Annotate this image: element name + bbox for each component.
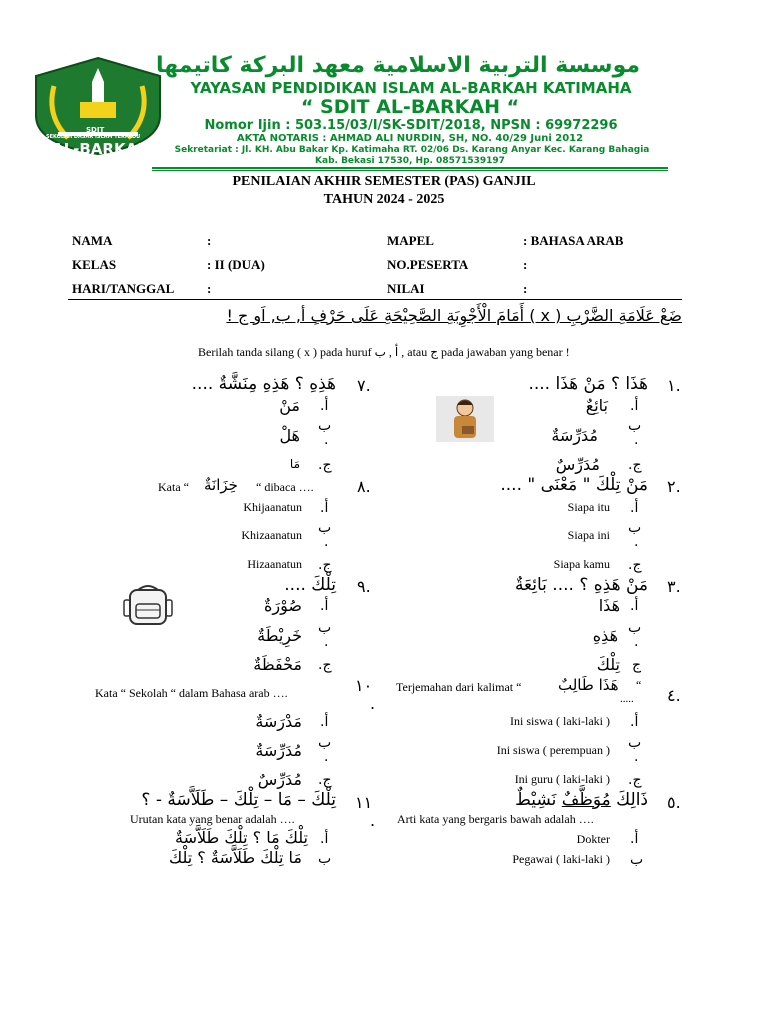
q3-text: مَنْ هَذِهِ ؟ .... بَائِعَةٌ [514,575,648,595]
exam-title: PENILAIAN AKHIR SEMESTER (PAS) GANJIL [232,174,536,189]
q11-number: ١١ [355,793,373,812]
q11-text: تِلْكَ – مَا – تِلْكَ – طَلَاَّسَةٌ - ؟ [141,790,336,810]
q5-text-post: نَشِيْطٌ [515,790,562,810]
q11-a-mark[interactable]: .أ [320,831,329,847]
q9-b-option: خَرِيْطَةٌ [257,626,302,645]
q2-a-option: Siapa itu [567,500,610,514]
q9-text: تِلْكَ .... [284,575,336,595]
q3-number: ٣. [667,577,681,596]
q8-text-arabic: خِزَانَةٌ [204,476,238,494]
logo-ring-text: SEKOLAH DASAR ISLAM TERPADU [46,134,141,140]
q9-a-mark[interactable]: .أ [320,598,329,614]
q8-c-mark[interactable]: .ج [318,557,332,573]
q7-a-option: مَنْ [279,396,300,415]
q8-a-mark[interactable]: .أ [320,500,329,516]
mapel-label: MAPEL [387,233,434,248]
q9-a-option: صُوْرَةٌ [264,596,302,615]
q9-b-mark[interactable]: ب [318,620,332,636]
header-city: Kab. Bekasi 17530, Hp. 08571539197 [315,156,505,166]
q5-b-option: Pegawai ( laki-laki ) [512,852,610,866]
q10-c-option: مُدَرِّسٌ [257,770,302,789]
q10-text: Kata “ Sekolah “ dalam Bahasa arab …. [95,686,288,700]
q4-text-post: “ [636,678,642,692]
q10-b-option: مُدَرِّسَةٌ [255,741,302,760]
q5-number: ٥. [667,793,681,812]
q4-c-mark[interactable]: .ج [628,772,642,788]
q10-number: ١٠ [355,676,373,695]
header-permit: Nomor Ijin : 503.15/03/I/SK-SDIT/2018, NPSN : 69972296 [204,118,618,133]
kelas-label: KELAS [72,257,117,272]
q2-b-option: Siapa ini [567,528,610,542]
q1-text: هَذَا ؟ مَنْ هَذَا .... [528,374,648,394]
q4-text-arabic: هَذَا طَالِبٌ [558,676,619,694]
q9-number: ٩. [357,577,371,596]
q2-c-option: Siapa kamu [553,557,610,571]
header-school: “ SDIT AL-BARKAH “ [300,96,520,118]
q10-number-dot: . [370,694,376,713]
mapel-value: : BAHASA ARAB [523,233,624,248]
q4-b-mark[interactable]: ب [628,735,642,751]
q8-b-mark[interactable]: ب [318,520,332,536]
kelas-value: : II (DUA) [207,257,265,272]
q7-c-mark[interactable]: .ج [318,457,332,473]
q5-text-pre: ذَالِكَ [610,790,648,810]
q3-a-option: هَذَا [598,596,620,615]
header-notary: AKTA NOTARIS : AHMAD ALI NURDIN, SH, NO. 40/29 Juni 2012 [236,133,584,144]
q8-number: ٨. [357,477,371,496]
q1-c-option: مُدَرِّسٌ [555,455,600,474]
info-divider [68,299,682,300]
q8-b-dot: . [324,534,329,550]
q2-number: ٢. [667,477,681,496]
instruction-latin: Berilah tanda silang ( x ) pada huruf أ , ب , atau ج pada jawaban yang benar ! [198,345,570,359]
nilai-label: NILAI [387,281,425,296]
q1-b-mark[interactable]: ب [628,418,642,434]
q3-b-dot: . [634,634,639,650]
nama-label: NAMA [72,233,113,248]
q4-c-option: Ini guru ( laki-laki ) [514,772,610,786]
q5-text-underlined: مُوَظَّفٌ [561,790,611,810]
peserta-colon[interactable]: : [523,257,528,272]
q4-text-pre: Terjemahan dari kalimat “ [396,680,522,694]
q10-b-mark[interactable]: ب [318,735,332,751]
logo-name: AL-BARKAH [52,140,150,158]
q2-c-mark[interactable]: .ج [628,557,642,573]
q1-b-option: مُدَرِّسَةٌ [551,426,598,445]
logo-top-text: SDIT [86,126,105,134]
q4-number: ٤. [667,686,681,705]
q2-a-mark[interactable]: .أ [630,500,639,516]
q8-a-option: Khijaanatun [243,500,302,514]
q7-text: هَذِهِ ؟ هَذِهِ مِنَشَّةٌ .... [191,374,336,394]
q7-number: ٧. [357,376,371,395]
q11-b-option: مَا تِلْكَ طَلَاَّسَةٌ ؟ تِلْكَ [168,848,302,867]
q8-text-post: “ dibaca …. [256,480,314,494]
q2-b-dot: . [634,534,639,550]
q11-a-option: تِلْكَ مَا ؟ تِلْكَ طَلَاَّسَةٌ [174,828,308,847]
seller-boy-icon [436,396,494,442]
hari-colon[interactable]: : [207,281,212,296]
header-foundation: YAYASAN PENDIDIKAN ISLAM AL-BARKAH KATIMAHA [190,79,632,97]
q1-b-dot: . [634,432,639,448]
q2-text: مَنْ تِلْكَ " مَعْنَى " .... [500,475,648,495]
peserta-label: NO.PESERTA [387,257,469,272]
school-bag-icon [122,582,174,626]
q11-b-mark[interactable]: ب [318,851,332,867]
q8-c-option: Hizaanatun [247,557,302,571]
header-arabic-name: موسسة التربية الاسلامية معهد البركة كاتيمها [155,53,640,78]
q9-c-mark[interactable]: .ج [318,657,332,673]
nama-colon[interactable]: : [207,233,212,248]
q3-b-option: هَذِهِ [592,626,618,645]
q5-a-mark[interactable]: .أ [630,831,639,847]
q7-b-option: هَلْ [279,426,300,445]
q8-b-option: Khizaanatun [241,528,302,542]
q9-c-option: مَحْفَظَةٌ [253,655,302,674]
q10-c-mark[interactable]: .ج [318,772,332,788]
q5-a-option: Dokter [576,832,610,846]
hari-label: HARI/TANGGAL [72,281,175,296]
q1-number: ١. [667,376,681,395]
header-divider-thin [152,170,668,171]
q8-text-pre: Kata “ [158,480,189,494]
q5-b-mark[interactable]: ب [630,852,644,868]
q4-a-mark[interactable]: .أ [630,714,639,730]
q7-b-dot: . [324,432,329,448]
header-divider [152,167,668,169]
q1-a-option: بَائِعٌ [585,396,608,415]
q5-text [515,790,648,810]
q5-subtext: Arti kata yang bergaris bawah adalah …. [397,812,594,826]
q4-b-dot: . [634,749,639,765]
q3-c-mark[interactable]: ج [632,657,642,673]
q3-c-option: تِلْكَ [596,655,620,674]
exam-year: TAHUN 2024 - 2025 [323,192,445,207]
q11-subtext: Urutan kata yang benar adalah …. [130,812,295,826]
q3-a-mark[interactable]: .أ [630,598,639,614]
q7-a-mark[interactable]: .أ [320,398,329,414]
q7-b-mark[interactable]: ب [318,418,332,434]
q4-a-option: Ini siswa ( laki-laki ) [510,714,610,728]
q2-b-mark[interactable]: ب [628,520,642,536]
q11-number-dot: . [370,811,376,830]
q10-a-mark[interactable]: .أ [320,714,329,730]
q3-b-mark[interactable]: ب [628,620,642,636]
q9-b-dot: . [324,634,329,650]
q4-text-dots: ..... [620,693,634,705]
q4-b-option: Ini siswa ( perempuan ) [496,743,610,757]
q1-c-mark[interactable]: .ج [628,457,642,473]
q10-a-option: مَدْرَسَةٌ [255,712,302,731]
instruction-arabic: ضَعْ عَلَامَةِ الضَّرْبِ ( x ) أَمَامَ الْأَجْوِبَةِ الصَّحِيْحَةِ عَلَى حَرْفِ أ, ب, اَو ج ! [226,306,682,325]
nilai-colon[interactable]: : [523,281,528,296]
header-secretariat: Sekretariat : Jl. KH. Abu Bakar Kp. Katimaha RT. 02/06 Ds. Karang Anyar Kec. Karang Bahagia [174,145,650,155]
q7-c-option: مَا [289,457,300,471]
q1-a-mark[interactable]: .أ [630,398,639,414]
q10-b-dot: . [324,749,329,765]
